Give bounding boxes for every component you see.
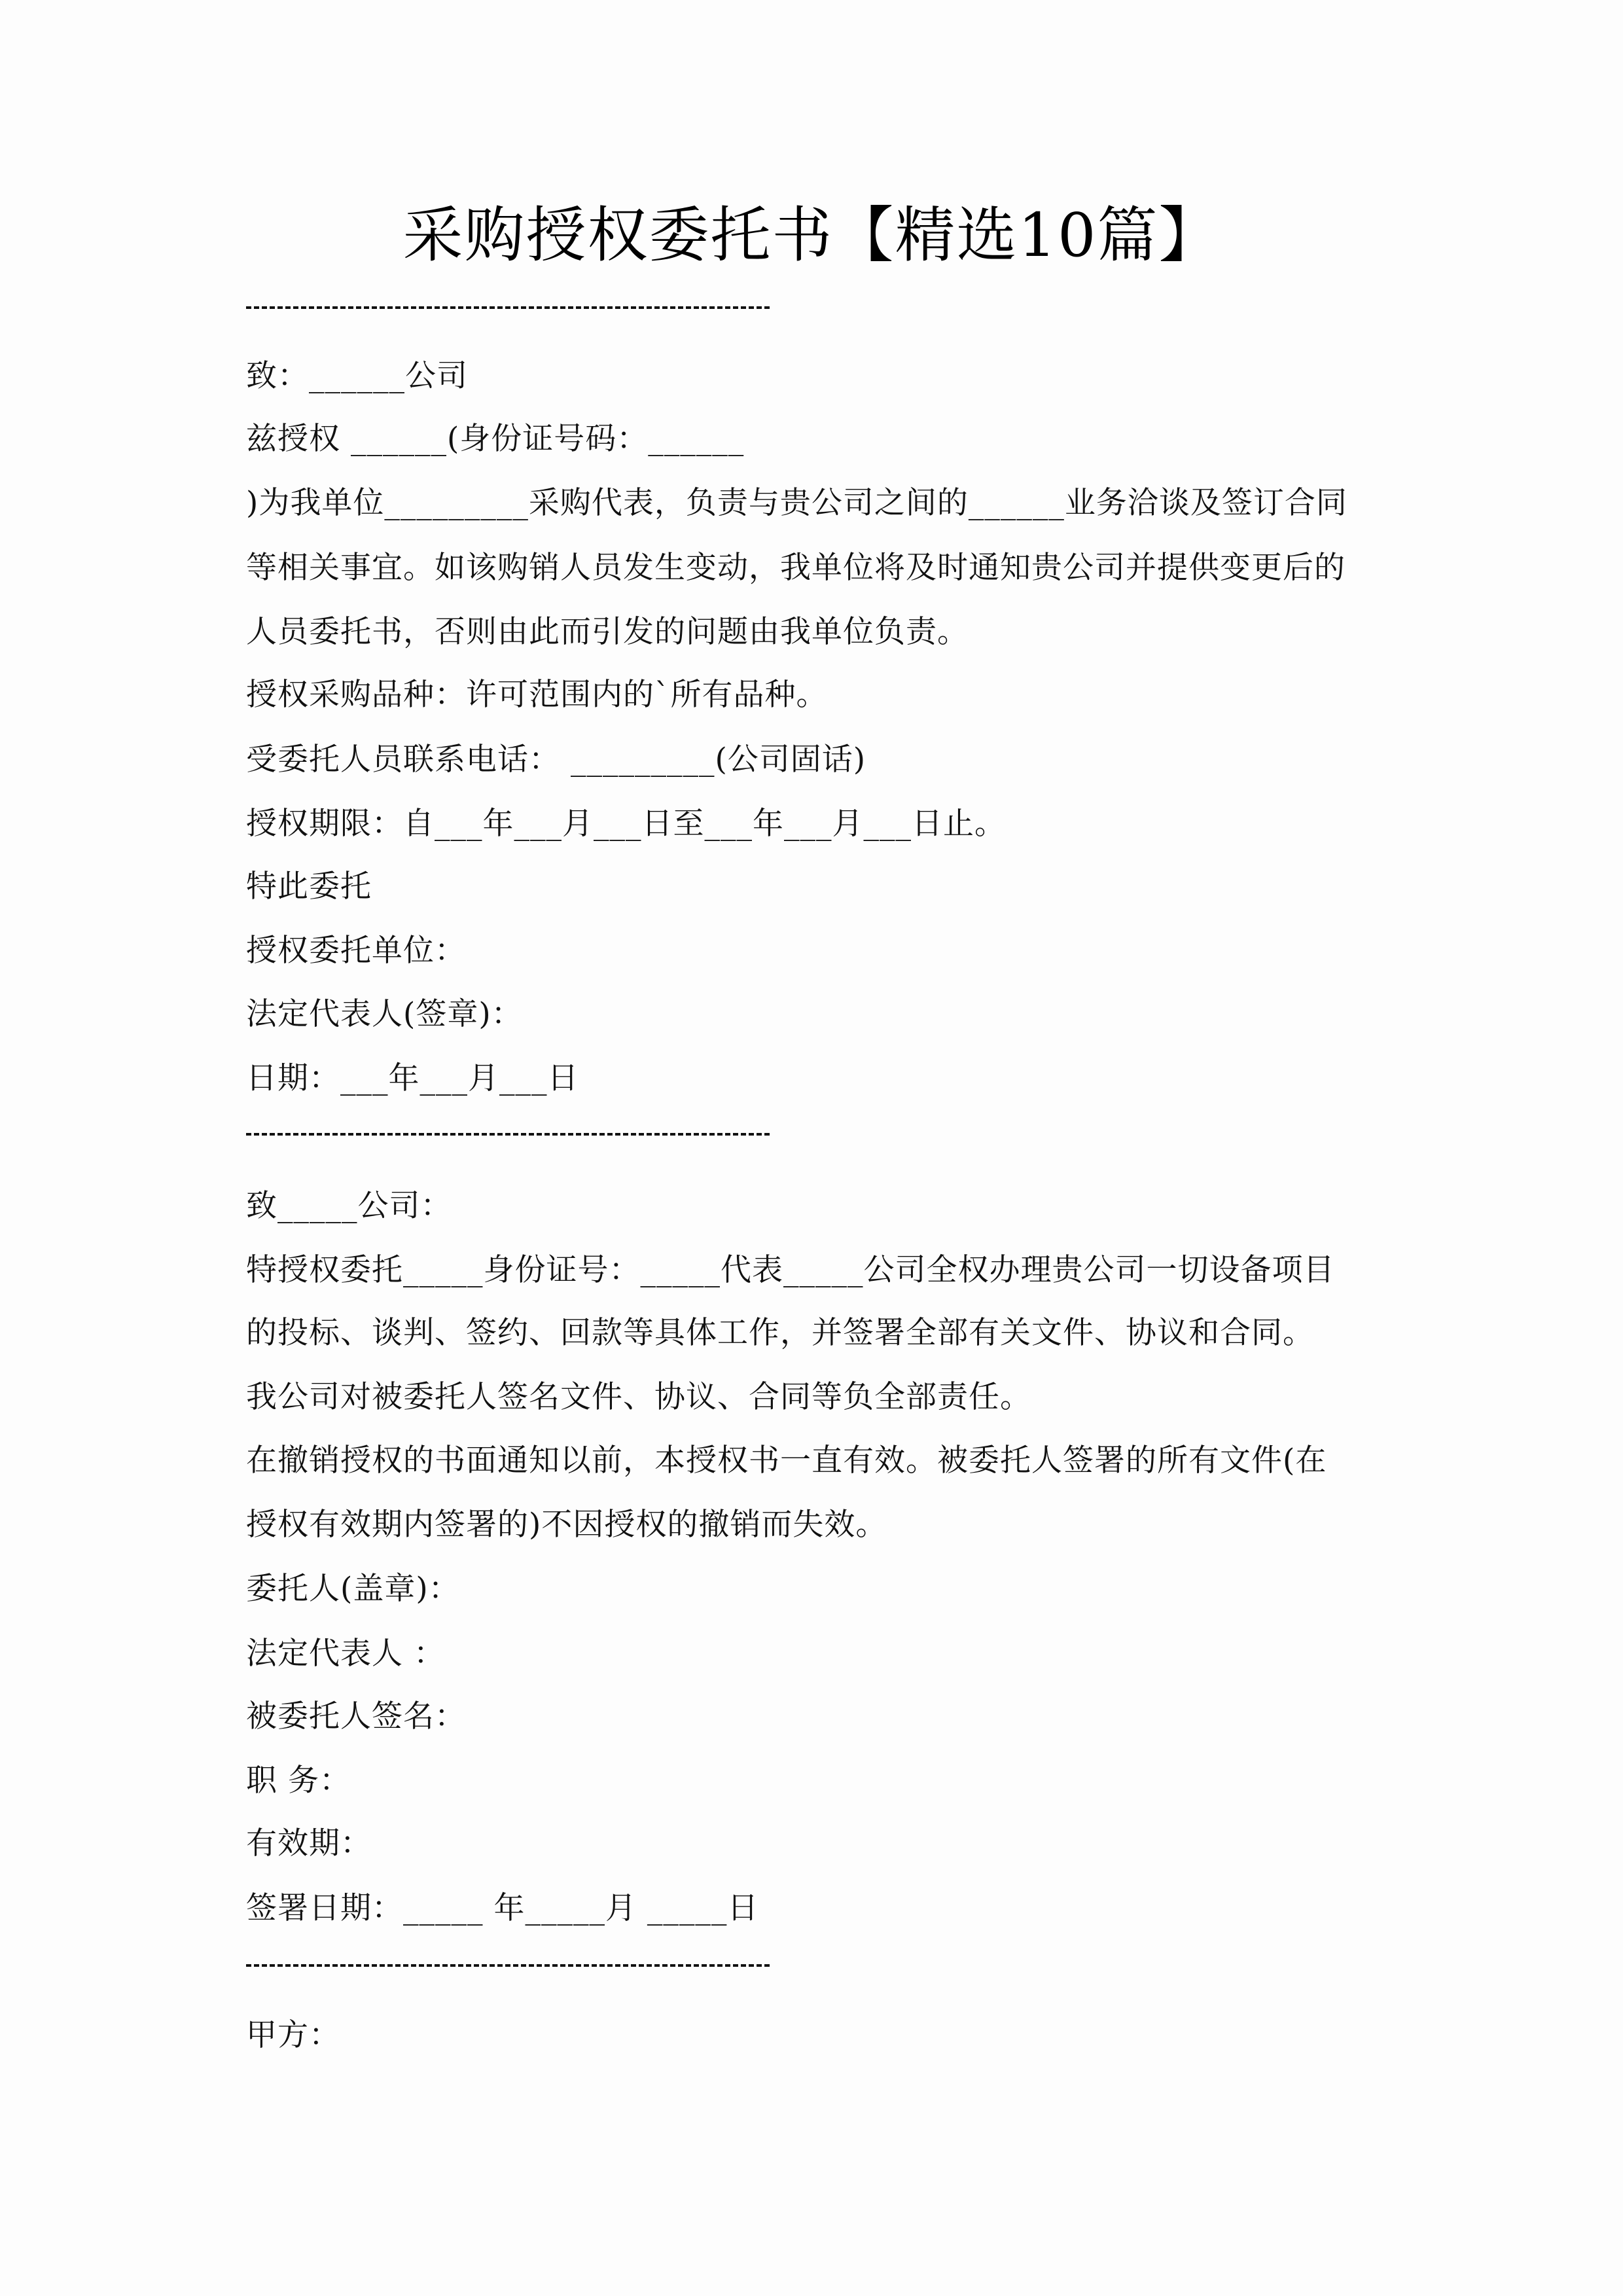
phone-line: 受委托人员联系电话： _________(公司固话) xyxy=(246,742,866,778)
section-divider xyxy=(246,1964,770,1967)
section-divider xyxy=(246,306,770,309)
validity-line: 有效期： xyxy=(246,1825,372,1861)
document-title: 采购授权委托书【精选10篇】 xyxy=(402,200,1221,270)
legal-rep-line: 法定代表人 ： xyxy=(246,1636,445,1672)
purchase-variety-line: 授权采购品种：许可范围内的`所有品种。 xyxy=(246,677,828,713)
body-line: 在撤销授权的书面通知以前，本授权书一直有效。被委托人签署的所有文件(在 xyxy=(246,1443,1327,1479)
addressee-line: 致_____公司： xyxy=(246,1188,452,1224)
term-line: 授权期限：自___年___月___日至___年___月___日止。 xyxy=(246,806,1006,842)
legal-rep-line: 法定代表人(签章)： xyxy=(246,996,523,1032)
principal-seal-line: 委托人(盖章)： xyxy=(246,1571,460,1607)
body-line: 我公司对被委托人签名文件、协议、合同等负全部责任。 xyxy=(246,1379,1031,1415)
body-line: )为我单位_________采购代表，负责与贵公司之间的______业务洽谈及签订合同 xyxy=(246,485,1347,521)
body-line: 特授权委托_____身份证号：_____代表_____公司全权办理贵公司一切设备项目 xyxy=(246,1252,1335,1288)
body-line: 等相关事宜。如该购销人员发生变动，我单位将及时通知贵公司并提供变更后的 xyxy=(246,550,1346,586)
position-line: 职 务： xyxy=(246,1763,351,1799)
addressee-line: 致：______公司 xyxy=(246,358,468,394)
signing-date-line: 签署日期：_____ 年_____月 _____日 xyxy=(246,1890,759,1926)
agent-signature-line: 被委托人签名： xyxy=(246,1698,466,1734)
date-line: 日期：___年___月___日 xyxy=(246,1060,579,1096)
authorization-line: 兹授权 ______(身份证号码：______ xyxy=(246,421,745,457)
body-line: 的投标、谈判、签约、回款等具体工作，并签署全部有关文件、协议和合同。 xyxy=(246,1315,1314,1351)
closing-line: 特此委托 xyxy=(246,869,372,905)
body-line: 授权有效期内签署的)不因授权的撤销而失效。 xyxy=(246,1507,887,1543)
unit-signature-line: 授权委托单位： xyxy=(246,933,466,969)
body-line: 人员委托书，否则由此而引发的问题由我单位负责。 xyxy=(246,614,969,650)
section-divider xyxy=(246,1133,770,1136)
party-a-line: 甲方： xyxy=(246,2017,340,2053)
